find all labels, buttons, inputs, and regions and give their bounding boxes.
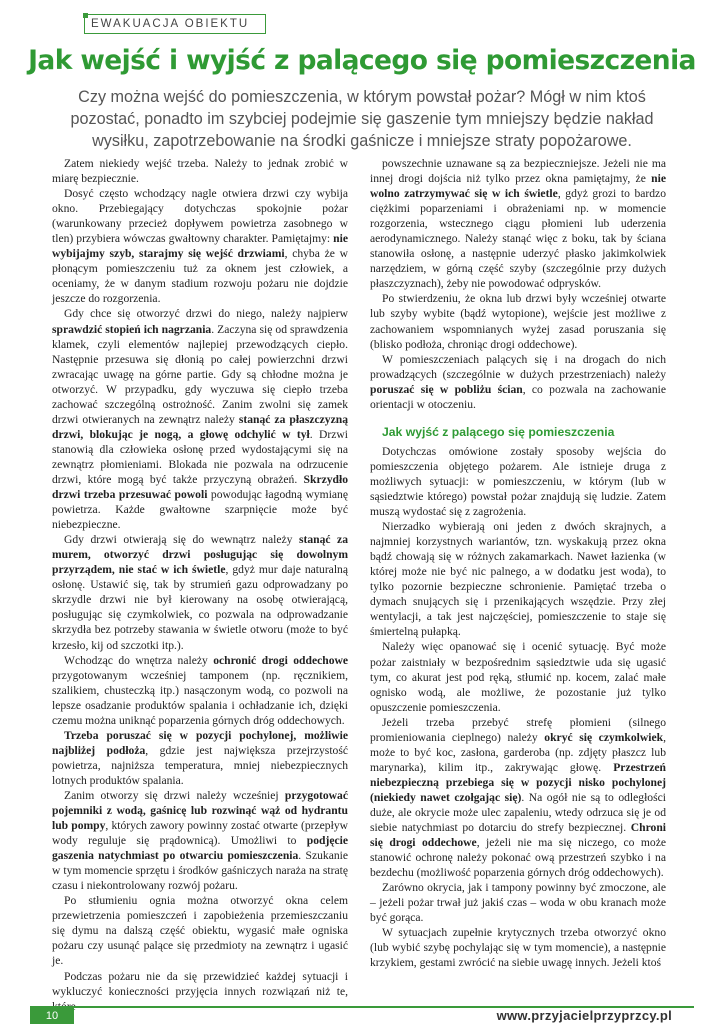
body-text: , których zawory powinny zostać otwarte (przepływ wody reguluje się prądownicą). Umożliwi to [52,819,348,848]
page-title: Jak wejść i wyjść z palącego się pomieszczenia [28,45,696,76]
paragraph [370,156,666,291]
section-label: EWAKUACJA OBIEKTU [91,18,250,30]
right-column-part-1 [370,156,666,412]
paragraph [370,352,666,412]
body-text: Nierzadko wybierają oni jeden z dwóch skrajnych, a najmniej korzystnych wariantów, tzn. wyskakują przez okna bądź chowają się w różnych zakamarkach. Nawet łazienka (w której może nie być nic palnego, a w dodatku jest woda), to tylko pozornie bezpieczne schronienie. Pamiętać trzeba o dymach snujących się i przenikających wszędzie. Przy złej wentylacji, a tak jest najczęściej, pomieszczenie to staje się śmiertelną pułapką. [370,520,666,639]
section-tag [84,14,266,34]
emphasis-text: nie wolno zatrzymywać się w ich świetle [370,172,666,201]
emphasis-text: okryć się czymkolwiek [544,730,664,744]
paragraph [52,186,348,306]
emphasis-text: stanąć za płaszczyzną drzwi, blokując je nogą, a głowę odchylić w tył [52,412,348,441]
emphasis-text: nie wybijajmy szyb, starajmy się wejść drzwiami [52,232,348,261]
body-text: Po stłumieniu ognia można otworzyć okna celem przewietrzenia pomieszczeń i zapobieżenia przemieszczaniu się dymu na dalszą część obiektu, wygasić małe ogniska pożaru czy usunąć palące się przedmioty na zewnątrz i ugasić je. [52,894,348,968]
body-text: powodując łagodną wymianę powietrza. Każde gwałtowne szarpnięcie może być niebezpieczne. [52,488,349,532]
body-text: . Na ogół nie są to odległości duże, ale okrycie może ulec zapaleniu, wtedy odrzuca się je od siebie natychmiast po dotarciu do strefy bezpiecznej. [370,790,666,835]
body-text: , gdyż mur daje naturalną osłonę. Ustawić się, tak by strumień gazu odprowadzany po skrzydle drzwi nie był kierowany na osobę otwierającą, posługując się czymkolwiek, co pozwala na odprowadzanie skrzydła bez potrzeby stawania w świetle otworu (może to być krzesło, kij od szczotki itp.). [52,563,348,652]
emphasis-text: sprawdzić stopień ich nagrzania [52,322,212,336]
body-text: , gdzie jest największa przejrzystość powietrza, najniższa temperatura, mniej niebezpiecznych lotnych produktów spalania. [52,743,348,787]
left-column [52,156,348,1014]
body-text: Gdy chce się otworzyć drzwi do niego, należy najpierw [64,307,348,321]
body-text: Wchodząc do wnętrza należy [64,653,214,667]
body-text: , co pozwala na zachowanie orientacji w otoczeniu. [370,382,667,411]
body-text: , jeżeli nie ma się niczego, co może stanowić ochronę należy pokonać ową przestrzeń szybko i na bezdechu (możliwość poparzenia górnych dróg oddechowych). [370,836,667,880]
paragraph [52,653,348,728]
paragraph [52,306,348,532]
body-text: Zarówno okrycia, jak i tampony powinny być zmoczone, ale – jeżeli pożar trwał już jakiś czas – woda w obu kranach może być gorąca. [370,881,666,925]
body-text: . Szukanie w tym momencie sprzętu i środków gaśniczych naraża na stratę czasu i niekontrolowany rozwój pożaru. [52,849,349,893]
body-text: . Drzwi stanowią dla człowieka osłonę przed wydostającymi się na zewnątrz płomieniami. Blokada nie pozwala na odrzucenie drzwi, które mogą być także przyczyną obrażeń. [52,427,348,486]
body-text: W sytuacjach zupełnie krytycznych trzeba otworzyć okno (lub wybić szybę pochylając się w tym momencie), a następnie krzykiem, gestami zwrócić na siebie uwagę innych. Jeżeli ktoś [370,926,666,970]
section-heading: Jak wyjść z palącego się pomieszczenia [382,424,615,439]
right-column [370,156,666,970]
body-text: Po stwierdzeniu, że okna lub drzwi były wcześniej otwarte lub szyby wybite (bądź wytopione), wejście jest możliwe z zachowaniem wspomnianych wyżej zasad poruszania się (blisko podłoża, chroniąc drogi oddechowe). [370,292,666,351]
paragraph [370,291,666,351]
body-text: , chyba że w płonącym pomieszczeniu tuż za oknem jest człowiek, a oceniamy, że w danym stadium rozwoju pożaru nie dojdzie jeszcze do rozgorzenia. [52,247,348,306]
paragraph [52,532,348,652]
emphasis-text: stanąć za murem, otworzyć drzwi posługując się dowolnym przyrządem, nie stać w ich świetle [52,533,348,577]
body-text: Dotychczas omówione zostały sposoby wejścia do pomieszczenia objętego pożarem. Ale istnieje druga z możliwych sytuacji: w pomieszczeniu, w którym (lub w sąsiedztwie którego) powstał pożar znajdują się ludzie. Zatem muszą wydostać się z zagrożenia. [370,444,666,519]
body-text: Jeżeli trzeba przebyć strefę płomieni (silnego promieniowania cieplnego) należy [370,715,666,744]
body-text: Gdy drzwi otwierają się do wewnątrz należy [64,533,299,547]
website-link[interactable]: www.przyjacielprzyprzcy.pl [496,1008,672,1023]
emphasis-text: podjęcie gaszenia natychmiast po otwarciu pomieszczenia [52,834,348,863]
paragraph [52,788,348,893]
paragraph [52,156,348,186]
emphasis-text: Przestrzeń niebezpieczną przebiega się w pozycji nisko pochylonej (niekiedy nawet czołgając się) [370,760,666,804]
body-text: , może to być koc, zasłona, garderoba (np. zdjęty płaszcz lub marynarka), kilim itp., zakrywając głowę. [370,730,666,774]
body-text: Zanim otworzy się drzwi należy wcześniej [64,788,285,802]
right-column-part-2 [370,444,666,971]
emphasis-text: przygotować pojemniki z wodą, gaśnicę lub rozwinąć wąż od hydrantu lub pompy [52,788,348,833]
paragraph [370,715,666,881]
paragraph [52,728,348,788]
body-text: Należy więc opanować się i ocenić sytuację. Być może pożar zaistniały w bezpośrednim sąsiedztwie uda się ugasić tym, co akurat jest pod ręką, stłumić np. kocem, zalać małe ognisko wodą, ale możliwe, że pozostanie już tylko opuszczenie pomieszczenia. [370,640,666,714]
paragraph [370,880,666,925]
body-text: Zatem niekiedy wejść trzeba. Należy to jednak zrobić w miarę bezpiecznie. [52,157,348,186]
body-text: Podczas pożaru nie da się przewidzieć każdej sytuacji i wykluczyć konieczności przyjęcia innych rozwiązań niż te, [52,969,348,998]
article-lead: Czy można wejść do pomieszczenia, w którym powstał pożar? Mógł w nim ktoś pozostać, ponadto im szybciej podejmie się gaszenie tym mniejszy będzie nakład wysiłku, zapotrzebowanie na środki gaśnicze i mniejsze straty popożarowe. [70,88,654,150]
emphasis-text: ochronić drogi oddechowe [213,653,349,667]
paragraph [370,639,666,714]
paragraph [370,925,666,970]
paragraph [370,444,666,519]
body-text: Dosyć często wchodzący nagle otwiera drzwi czy wybija okno. Przebiegający dotychczas spokojnie pożar (warunkowany przecież dopływem powietrza zasobnego w tlen) przybiera wówczas gwałtowny charakter. Pamiętajmy: [52,187,348,246]
emphasis-text: poruszać się w pobliżu ścian [370,382,523,396]
emphasis-text: Skrzydło drzwi trzeba przesuwać powoli [52,472,348,502]
paragraph [52,893,348,968]
body-text: . Zaczyna się od sprawdzenia klamek, czyli elementów najlepiej przewodzących ciepło. Następnie przesuwa się dłonią po całej powierzchni drzwi zwracając uwagę na górne partie. Gdy są chłodne można je otworzyć. W przypadku, gdy wyczuwa się ciepło trzeba zachować szczególną ostrożność. Zanim zwolni się zamek drzwi otwieranych na zewnątrz należy [52,322,348,426]
body-text: W pomieszczeniach palących się i na drogach do nich prowadzących (szczególnie w dużych przestrzeniach) należy [370,352,666,381]
body-text: powszechnie uznawane są za bezpieczniejsze. Jeżeli nie ma innej drogi dojścia niż tylko przez okna pamiętajmy, że [370,157,666,186]
paragraph [370,519,666,639]
emphasis-text: Chroni się drogi oddechowe [370,821,666,850]
body-text: , gdyż grozi to bardzo ciężkimi poparzeniami i obrażeniami np. w momencie rozgorzenia, wstecznego ciągu płomieni lub uderzenia aerodynamicznego. Należy stanąć więc z boku, tak by ściana stanowiła osłonę, a następnie uderzyć płasko jakimkolwiek narzędziem, w górną część szyby (szczególnie przy dużych płaszczyznach), żeby nie powodować odprysków. [370,187,666,291]
page-number: 10 [30,1008,74,1024]
body-text: przygotowanym wcześniej tamponem (np. ręcznikiem, szalikiem, chusteczką itp.) nasączonym wodą, co pozwoli na lepsze osadzanie produktów spalania i ochładzanie ich, dzięki czemu można uniknąć poparzenia górnych dróg oddechowych. [52,668,348,727]
emphasis-text: Trzeba poruszać się w pozycji pochylonej, możliwie najbliżej podłoża [52,728,348,757]
